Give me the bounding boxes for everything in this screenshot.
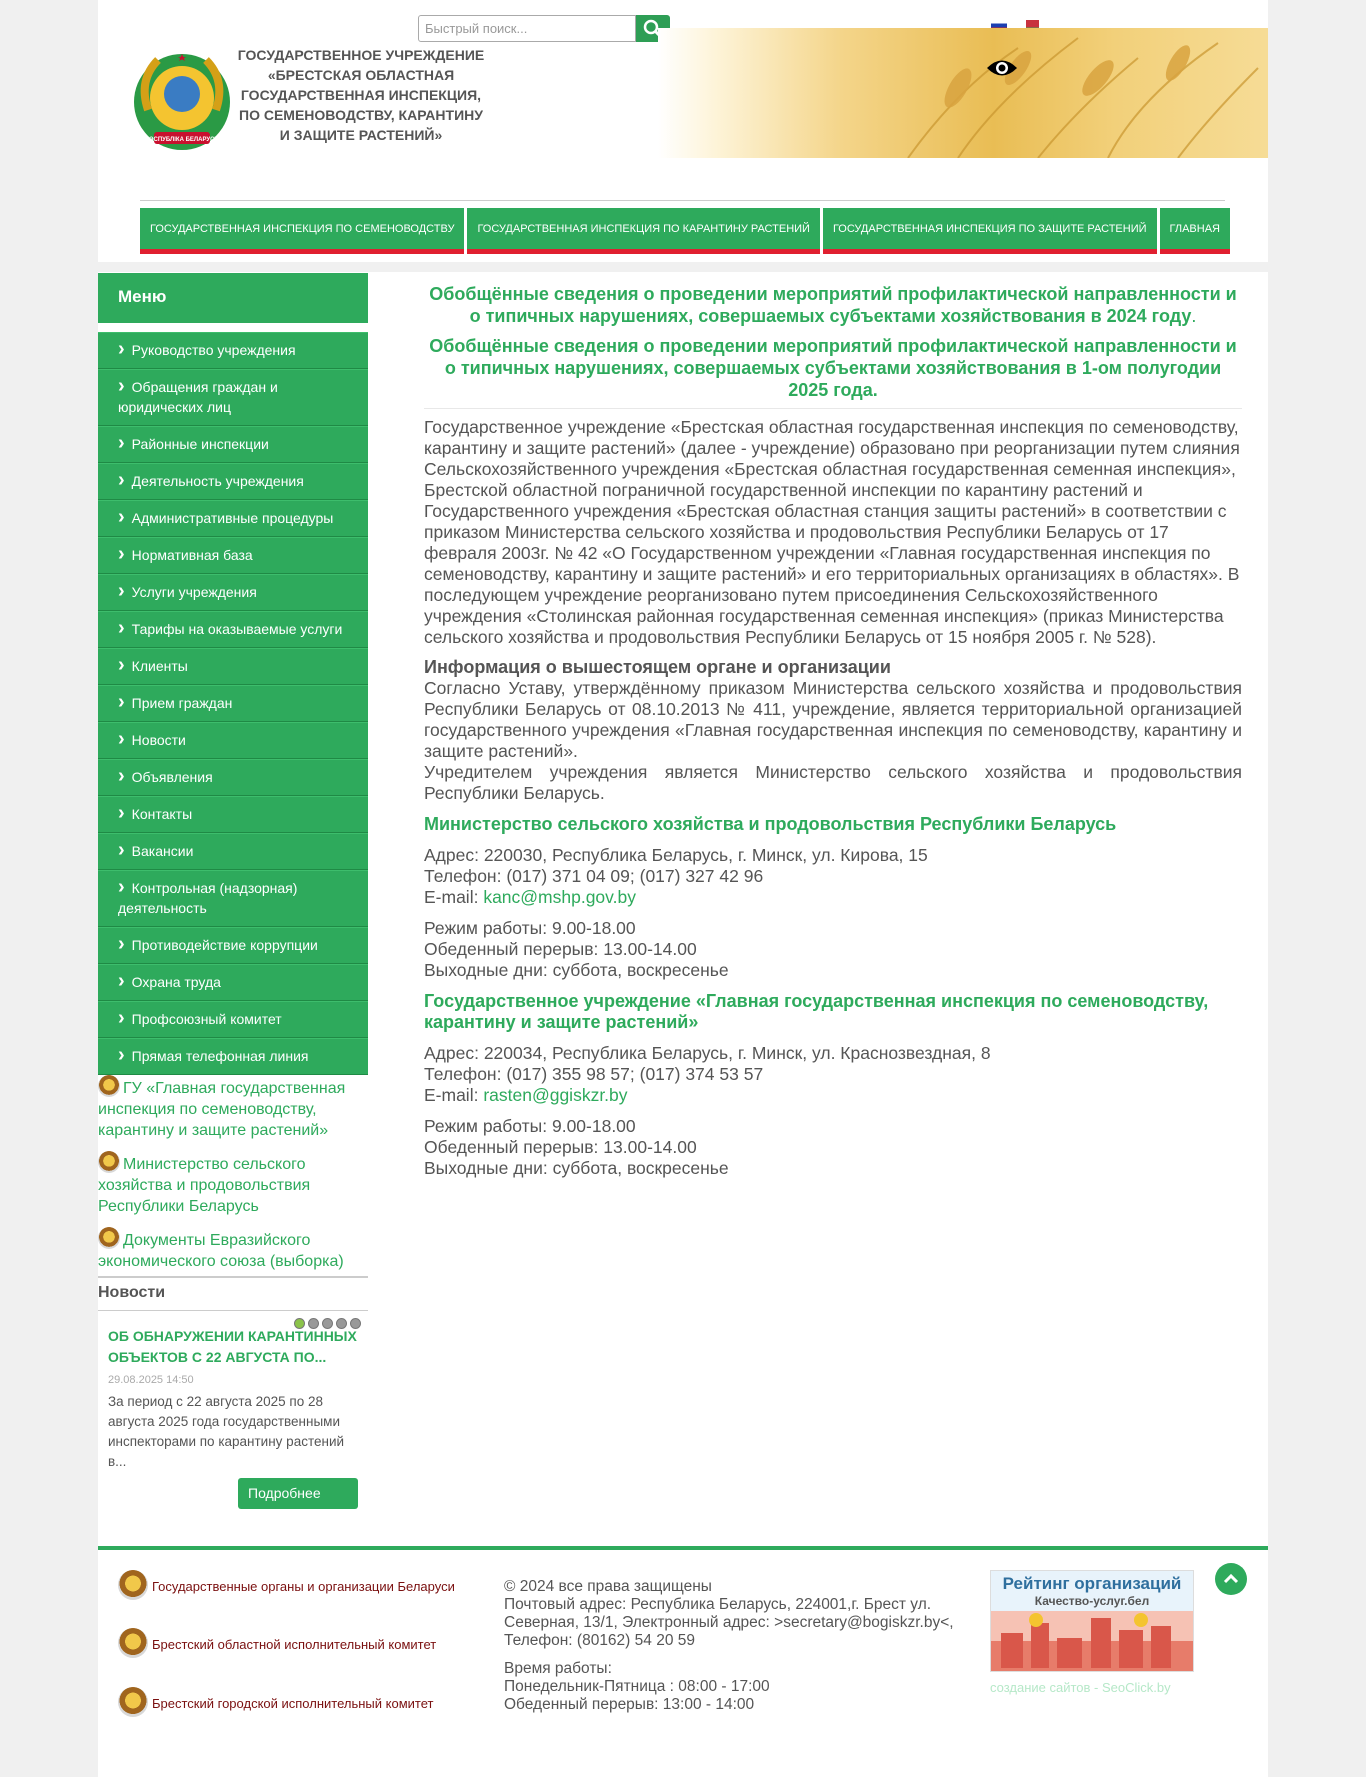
- sidebar-item[interactable]: › Тарифы на оказываемые услуги: [98, 611, 368, 648]
- sidebar-item[interactable]: › Прием граждан: [98, 685, 368, 722]
- sidebar-item[interactable]: › Районные инспекции: [98, 426, 368, 463]
- org2-name: Государственное учреждение «Главная государственная инспекция по семеноводству, карантину и защите растений»: [424, 991, 1209, 1032]
- news-excerpt: За период с 22 августа 2025 по 28 августа 2025 года государственными инспекторами по карантину растений в...: [108, 1394, 345, 1469]
- sidebar-item[interactable]: › Обращения граждан и юридических лиц: [98, 369, 368, 426]
- org1-address: Адрес: 220030, Республика Беларусь, г. Минск, ул. Кирова, 15: [424, 845, 928, 865]
- org1-lunch: Обеденный перерыв: 13.00-14.00: [424, 939, 697, 959]
- emblem-icon: [118, 1687, 148, 1717]
- info-heading: Информация о вышестоящем органе и организации: [424, 657, 891, 677]
- topnav-protection-inspection[interactable]: ГОСУДАРСТВЕННАЯ ИНСПЕКЦИЯ ПО ЗАЩИТЕ РАСТЕНИЙ: [823, 208, 1157, 254]
- report-2024-link[interactable]: Обобщённые сведения о проведении мероприятий профилактической направленности и о типичных нарушениях, совершаемых субъектами хозяйствования в 2024 году.: [429, 284, 1237, 326]
- chevron-up-icon: [1215, 1563, 1247, 1595]
- sidebar-item[interactable]: › Клиенты: [98, 648, 368, 685]
- city-illustration: [991, 1608, 1195, 1668]
- sidebar-item[interactable]: › Услуги учреждения: [98, 574, 368, 611]
- emblem-icon: [98, 1227, 120, 1249]
- org2-email: E-mail: rasten@ggiskzr.by: [424, 1085, 628, 1105]
- footer-link-gov-orgs[interactable]: Государственные органы и организации Беларуси: [118, 1570, 455, 1600]
- search-input[interactable]: Быстрый поиск...: [418, 15, 636, 42]
- emblem-icon: [98, 1075, 120, 1097]
- org1-name: Министерство сельского хозяйства и продовольствия Республики Беларусь: [424, 814, 1117, 834]
- work-hours-title: Время работы:: [504, 1660, 612, 1677]
- info-paragraph: Согласно Уставу, утверждённому приказом Министерства сельского хозяйства и продовольствия Республики Беларусь от 08.10.2013 № 411, учреждение, является территориальной организацией государственного учреждения «Главная государственная инспекция по семеноводству, карантину и защите растений».: [424, 678, 1242, 761]
- sidebar-item[interactable]: › Контрольная (надзорная) деятельность: [98, 870, 368, 927]
- topnav-quarantine-inspection[interactable]: ГОСУДАРСТВЕННАЯ ИНСПЕКЦИЯ ПО КАРАНТИНУ РАСТЕНИЙ: [467, 208, 820, 254]
- sidebar-item[interactable]: › Противодействие коррупции: [98, 927, 368, 964]
- org1-email: E-mail: kanc@mshp.gov.by: [424, 887, 636, 907]
- external-links: [98, 1075, 368, 1282]
- accessibility-eye-icon[interactable]: [986, 57, 1018, 79]
- org2-hours: Режим работы: 9.00-18.00: [424, 1116, 636, 1136]
- sidebar-item[interactable]: › Новости: [98, 722, 368, 759]
- rating-subtitle: Качество-услуг.бел: [1034, 1594, 1150, 1608]
- ext-link-eaeu-docs[interactable]: Документы Евразийского экономического союза (выборка): [98, 1227, 368, 1272]
- org1-hours: Режим работы: 9.00-18.00: [424, 918, 636, 938]
- org1-email-link[interactable]: kanc@mshp.gov.by: [483, 887, 636, 907]
- emblem-icon: [118, 1570, 148, 1600]
- sidebar-item[interactable]: › Объявления: [98, 759, 368, 796]
- page: [98, 0, 1268, 1777]
- site-credit-link[interactable]: создание сайтов - SeoClick.by: [990, 1680, 1171, 1695]
- report-2025-link[interactable]: Обобщённые сведения о проведении мероприятий профилактической направленности и о типичных нарушениях, совершаемых субъектами хозяйствования в 1-ом полугодии 2025 года.: [429, 336, 1237, 400]
- footer-divider: [98, 1546, 1268, 1550]
- sidebar-item[interactable]: › Административные процедуры: [98, 500, 368, 537]
- topnav-home[interactable]: ГЛАВНАЯ: [1160, 208, 1230, 254]
- sidebar-item[interactable]: › Прямая телефонная линия: [98, 1038, 368, 1075]
- postal-address: Почтовый адрес: Республика Беларусь, 224001,г. Брест ул. Северная, 13/1, Электронный адрес: >secretary@bogiskzr.by<, Телефон: (80162) 54 20 59: [504, 1596, 954, 1649]
- news-more-button[interactable]: Подробнее: [238, 1478, 358, 1509]
- sidebar-item[interactable]: › Деятельность учреждения: [98, 463, 368, 500]
- org2-phone: Телефон: (017) 355 98 57; (017) 374 53 57: [424, 1064, 764, 1084]
- divider: [424, 408, 1242, 409]
- header-banner-wheat: [658, 28, 1268, 158]
- scroll-top-button[interactable]: [1215, 1563, 1247, 1595]
- sidebar-menu: [98, 332, 368, 1075]
- emblem-icon: [118, 1628, 148, 1658]
- belarus-emblem-logo: [128, 50, 236, 158]
- work-hours: Понедельник-Пятница : 08:00 - 17:00: [504, 1678, 770, 1695]
- top-nav: [140, 208, 1230, 254]
- separator-band: [98, 262, 1268, 272]
- org1-phone: Телефон: (017) 371 04 09; (017) 327 42 96: [424, 866, 764, 886]
- footer-link-brest-region[interactable]: Брестский областной исполнительный комитет: [118, 1628, 436, 1658]
- footer-link-brest-city[interactable]: Брестский городской исполнительный комитет: [118, 1687, 433, 1717]
- lunch-break: Обеденный перерыв: 13:00 - 14:00: [504, 1696, 755, 1713]
- history-paragraph: Государственное учреждение «Брестская областная государственная инспекция по семеноводству, карантину и защите растений» (далее - учреждение) образовано при реорганизации путем слияния Сельскохозяйственного учреждения «Брестская областная государственная семенная инспекция», Брестской областной пограничной государственной инспекции по карантину растений и Государственного учреждения «Брестская областная станция защиты растений» в соответствии с приказом Министерства сельского хозяйства и продовольствия Республики Беларусь от 17 февраля 2003г. № 42 «О Государственном учреждении «Главная государственная инспекция по семеноводству, карантину и защите растений» и его территориальных организациях в областях». В последующем учреждение реорганизовано путем присоединения Сельскохозяйственного учреждения «Столинская районная государственная семенная инспекция» (приказ Министерства сельского хозяйства и продовольствия Республики Беларусь от 15 ноября 2005 г. № 528).: [424, 417, 1240, 647]
- org1-days-off: Выходные дни: суббота, воскресенье: [424, 960, 729, 980]
- founder-paragraph: Учредителем учреждения является Министерство сельского хозяйства и продовольствия Республики Беларусь.: [424, 762, 1242, 803]
- topnav-seed-inspection[interactable]: ГОСУДАРСТВЕННАЯ ИНСПЕКЦИЯ ПО СЕМЕНОВОДСТВУ: [140, 208, 464, 254]
- copyright: © 2024 все права защищены: [504, 1578, 712, 1595]
- ext-link-ministry[interactable]: Министерство сельского хозяйства и продовольствия Республики Беларусь: [98, 1151, 368, 1217]
- emblem-text: РЭСПУБЛІКА БЕЛАРУСЬ: [145, 137, 219, 143]
- sidebar-item[interactable]: › Охрана труда: [98, 964, 368, 1001]
- menu-title: Меню: [98, 273, 368, 323]
- org2-days-off: Выходные дни: суббота, воскресенье: [424, 1158, 729, 1178]
- rating-banner[interactable]: [990, 1570, 1194, 1672]
- emblem-icon: [98, 1151, 120, 1173]
- footer-info: [504, 1578, 954, 1714]
- org2-address: Адрес: 220034, Республика Беларусь, г. Минск, ул. Краснозвездная, 8: [424, 1043, 991, 1063]
- main-content: [398, 273, 1268, 1263]
- divider: [140, 200, 1225, 201]
- sidebar-item[interactable]: › Контакты: [98, 796, 368, 833]
- org-title: ГОСУДАРСТВЕННОЕ УЧРЕЖДЕНИЕ «БРЕСТСКАЯ ОБЛАСТНАЯ ГОСУДАРСТВЕННАЯ ИНСПЕКЦИЯ, ПО СЕМЕНОВОДСТВУ, КАРАНТИНУ И ЗАЩИТЕ РАСТЕНИЙ»: [237, 47, 485, 143]
- ext-link-ggiskzr[interactable]: ГУ «Главная государственная инспекция по семеноводству, карантину и защите растений»: [98, 1075, 368, 1141]
- news-date: 29.08.2025 14:50: [108, 1374, 194, 1386]
- org2-email-link[interactable]: rasten@ggiskzr.by: [483, 1085, 628, 1105]
- sidebar-item[interactable]: › Нормативная база: [98, 537, 368, 574]
- news-heading: Новости: [98, 1276, 368, 1311]
- rating-title: Рейтинг организаций: [1002, 1574, 1182, 1593]
- sidebar-item[interactable]: › Руководство учреждения: [98, 332, 368, 369]
- org2-lunch: Обеденный перерыв: 13.00-14.00: [424, 1137, 697, 1157]
- sidebar-item[interactable]: › Профсоюзный комитет: [98, 1001, 368, 1038]
- sidebar-item[interactable]: › Вакансии: [98, 833, 368, 870]
- news-title-link[interactable]: ОБ ОБНАРУЖЕНИИ КАРАНТИННЫХ ОБЪЕКТОВ С 22 АВГУСТА ПО...: [108, 1328, 357, 1365]
